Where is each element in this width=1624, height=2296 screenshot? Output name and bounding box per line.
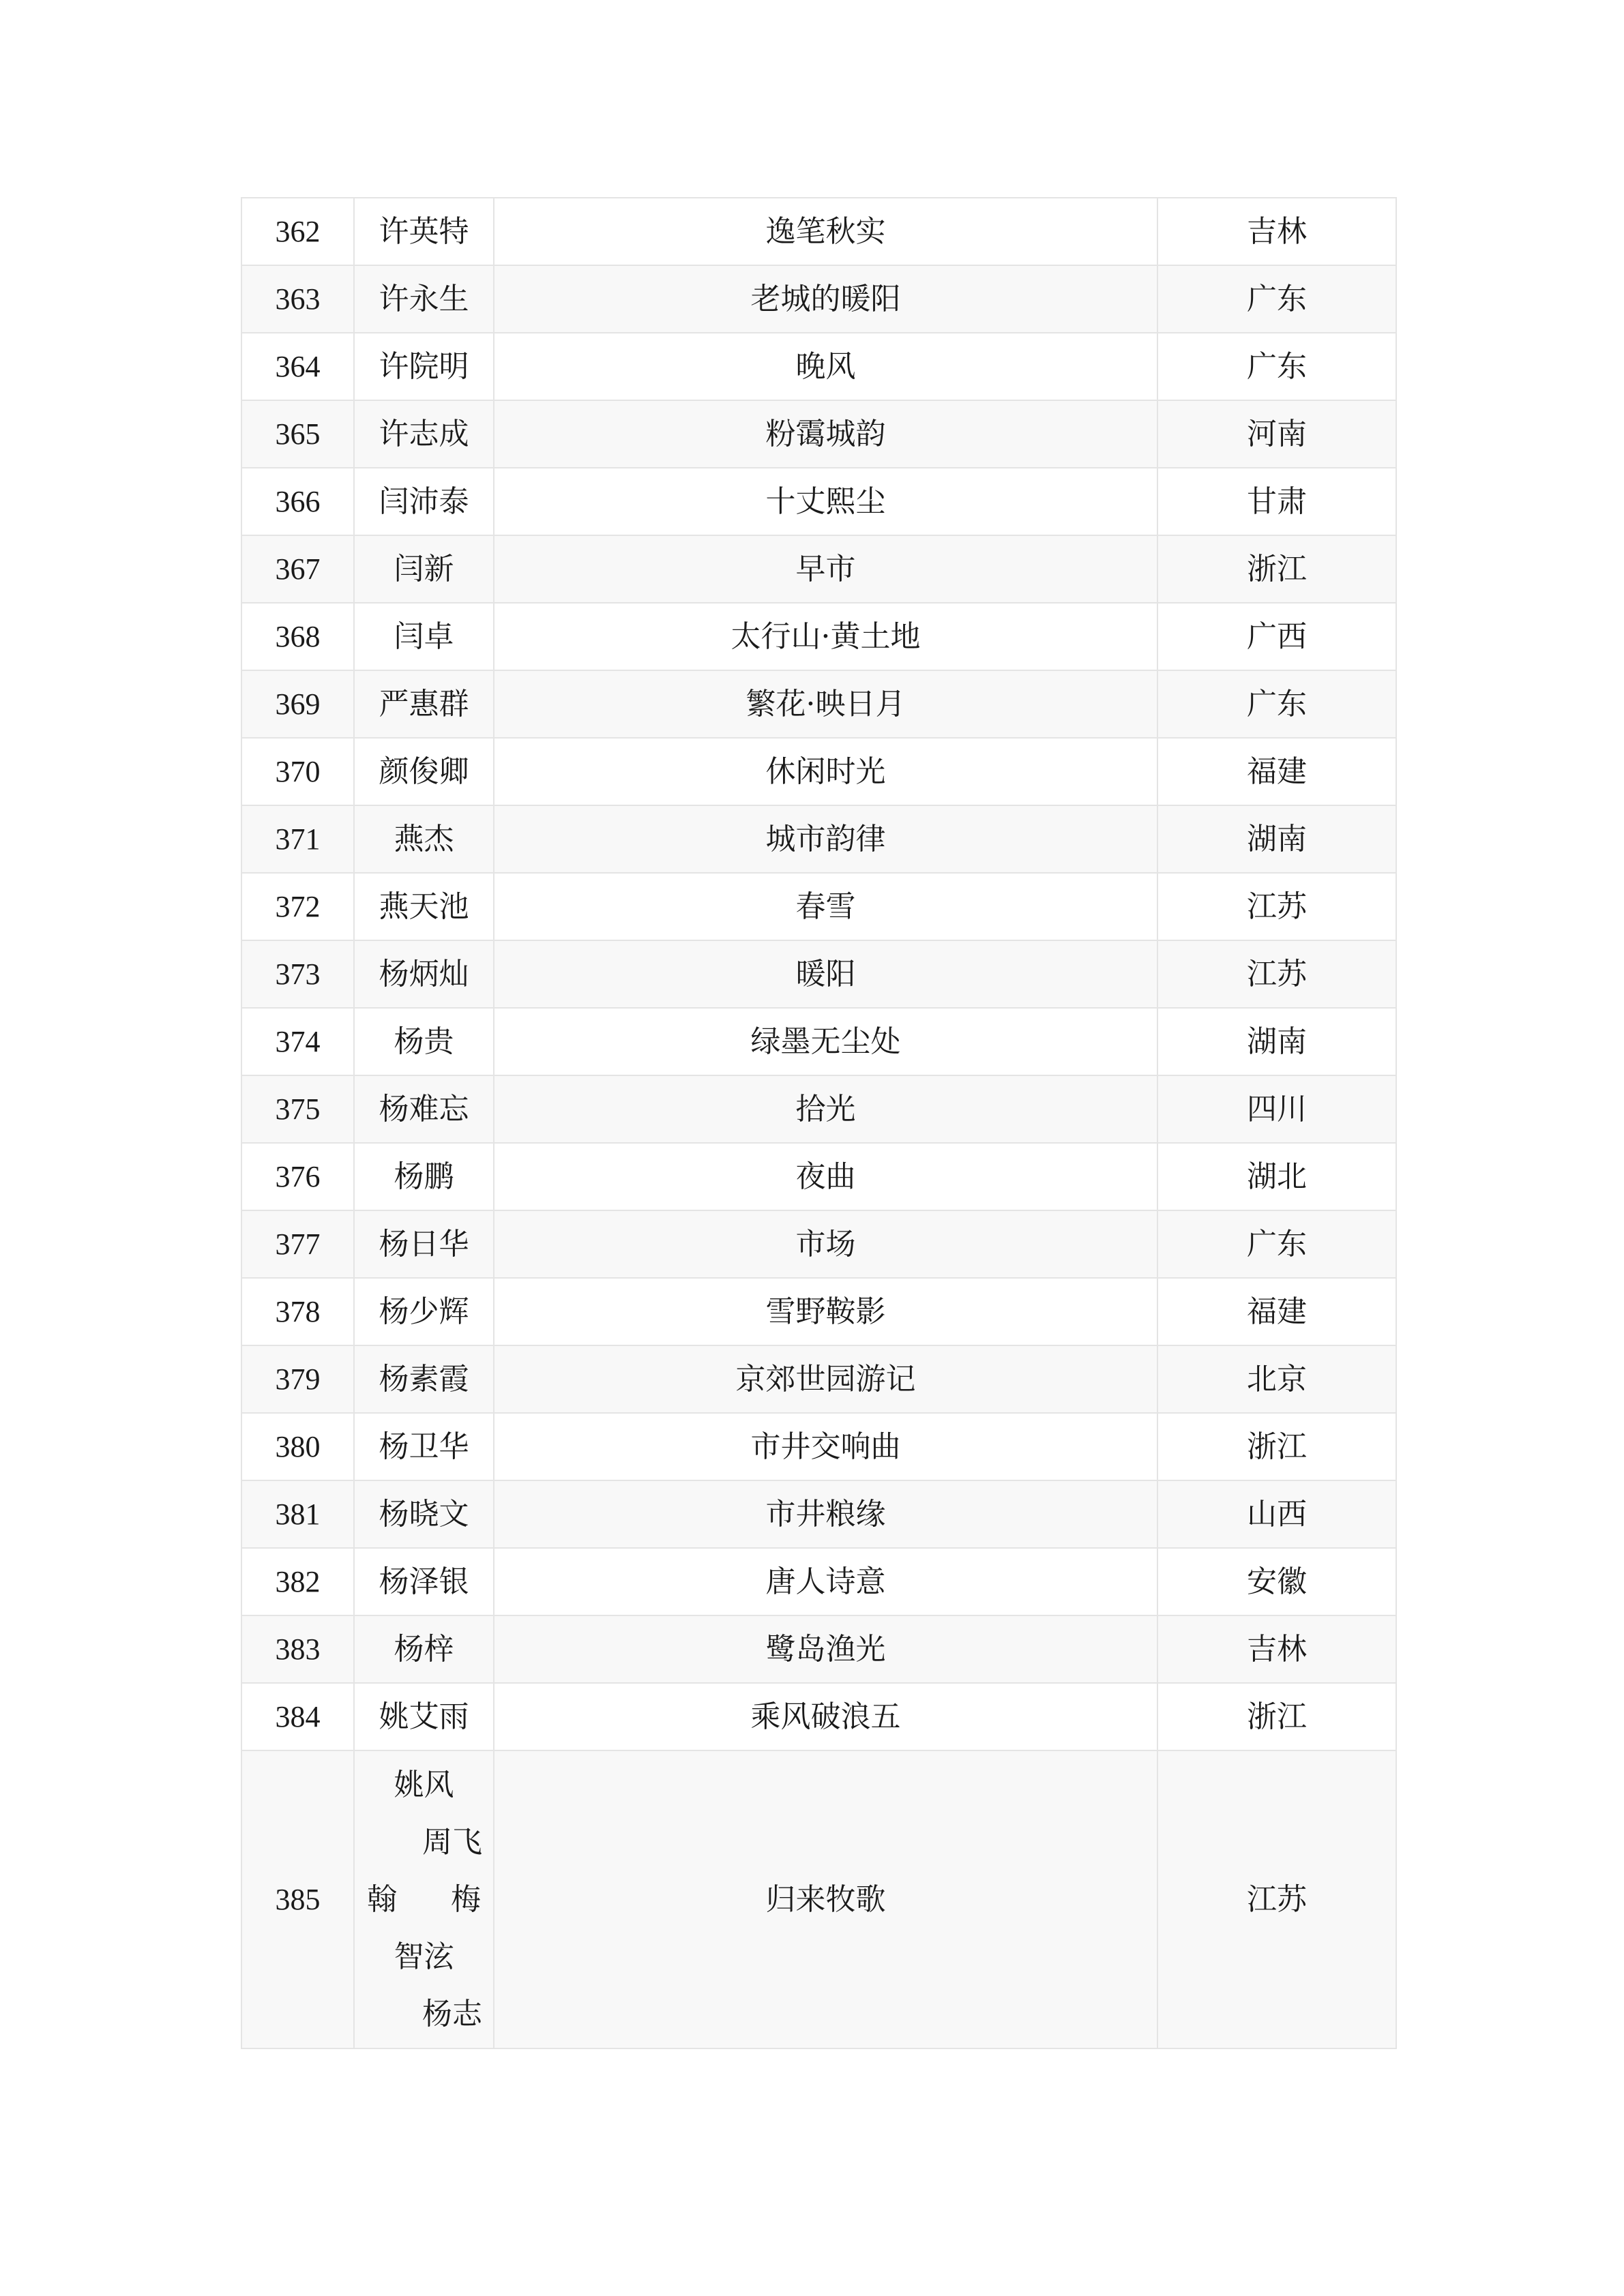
entry-author: 颜俊卿	[354, 738, 494, 805]
entry-author: 杨晓文	[354, 1480, 494, 1548]
author-name: 翰 梅	[367, 1881, 481, 1917]
entry-author: 许英特	[354, 198, 494, 265]
entry-province: 广东	[1157, 333, 1396, 400]
entry-title: 晚风	[494, 333, 1157, 400]
entry-province: 广东	[1157, 265, 1396, 333]
entry-author: 许志成	[354, 400, 494, 468]
entry-number: 370	[241, 738, 354, 805]
entry-province: 浙江	[1157, 1413, 1396, 1480]
entry-title: 唐人诗意	[494, 1548, 1157, 1615]
entry-title: 春雪	[494, 873, 1157, 940]
entry-authors	[354, 1750, 494, 2048]
author-name: 周飞	[422, 1824, 482, 1860]
table-row	[241, 805, 1396, 873]
author-list	[355, 1757, 493, 2043]
entry-number: 376	[241, 1143, 354, 1210]
entry-title: 市井粮缘	[494, 1480, 1157, 1548]
entry-province: 福建	[1157, 738, 1396, 805]
entry-author: 姚艾雨	[354, 1683, 494, 1750]
table-row	[241, 1075, 1396, 1143]
table-row	[241, 670, 1396, 738]
entry-province: 北京	[1157, 1345, 1396, 1413]
entry-province: 安徽	[1157, 1548, 1396, 1615]
entry-title: 市井交响曲	[494, 1413, 1157, 1480]
entry-number: 364	[241, 333, 354, 400]
entry-number: 382	[241, 1548, 354, 1615]
entry-province: 四川	[1157, 1075, 1396, 1143]
entry-title: 绿墨无尘处	[494, 1008, 1157, 1075]
entry-number: 365	[241, 400, 354, 468]
entry-author: 杨贵	[354, 1008, 494, 1075]
entry-province: 吉林	[1157, 1615, 1396, 1683]
table-row	[241, 198, 1396, 265]
table-row	[241, 333, 1396, 400]
entry-number: 378	[241, 1278, 354, 1345]
table-row	[241, 468, 1396, 535]
entry-author: 闫新	[354, 535, 494, 603]
entry-province: 江苏	[1157, 873, 1396, 940]
entry-table-body	[241, 198, 1396, 1750]
entry-number: 380	[241, 1413, 354, 1480]
entry-title: 老城的暖阳	[494, 265, 1157, 333]
entry-title: 暖阳	[494, 940, 1157, 1008]
entry-author: 杨炳灿	[354, 940, 494, 1008]
entry-title: 早市	[494, 535, 1157, 603]
table-row	[241, 1683, 1396, 1750]
entry-number: 377	[241, 1210, 354, 1278]
entry-number: 368	[241, 603, 354, 670]
entry-author: 杨梓	[354, 1615, 494, 1683]
table-row	[241, 873, 1396, 940]
entry-title: 十丈熙尘	[494, 468, 1157, 535]
table-row	[241, 1345, 1396, 1413]
table-row	[241, 1615, 1396, 1683]
entry-number: 379	[241, 1345, 354, 1413]
table-row	[241, 535, 1396, 603]
entry-author: 杨鹏	[354, 1143, 494, 1210]
entry-number: 362	[241, 198, 354, 265]
entry-number: 366	[241, 468, 354, 535]
entry-number: 372	[241, 873, 354, 940]
entry-number: 385	[241, 1750, 354, 2048]
entry-number: 383	[241, 1615, 354, 1683]
entry-province: 浙江	[1157, 1683, 1396, 1750]
table-row	[241, 1548, 1396, 1615]
entry-title: 鹭岛渔光	[494, 1615, 1157, 1683]
entry-number: 373	[241, 940, 354, 1008]
entry-author: 闫沛泰	[354, 468, 494, 535]
entry-author: 许永生	[354, 265, 494, 333]
entry-number: 369	[241, 670, 354, 738]
table-row	[241, 1210, 1396, 1278]
author-name: 杨志	[422, 1996, 482, 2031]
table-row	[241, 603, 1396, 670]
entry-province: 福建	[1157, 1278, 1396, 1345]
entry-province: 浙江	[1157, 535, 1396, 603]
entry-title: 粉霭城韵	[494, 400, 1157, 468]
author-name: 姚风	[394, 1767, 454, 1802]
table-row	[241, 1143, 1396, 1210]
entry-author: 燕天池	[354, 873, 494, 940]
entry-number: 363	[241, 265, 354, 333]
entry-province: 湖南	[1157, 805, 1396, 873]
entry-author: 杨难忘	[354, 1075, 494, 1143]
entry-number: 381	[241, 1480, 354, 1548]
entry-province: 湖北	[1157, 1143, 1396, 1210]
entry-number: 371	[241, 805, 354, 873]
entry-author: 杨少辉	[354, 1278, 494, 1345]
entry-title: 京郊世园游记	[494, 1345, 1157, 1413]
entry-number: 384	[241, 1683, 354, 1750]
entry-author: 严惠群	[354, 670, 494, 738]
entry-author: 燕杰	[354, 805, 494, 873]
entry-number: 374	[241, 1008, 354, 1075]
table-row	[241, 1750, 1396, 2048]
table-row	[241, 1413, 1396, 1480]
table-row	[241, 265, 1396, 333]
entry-number: 375	[241, 1075, 354, 1143]
entry-province: 湖南	[1157, 1008, 1396, 1075]
entry-title: 逸笔秋实	[494, 198, 1157, 265]
entry-title: 太行山·黄土地	[494, 603, 1157, 670]
entry-author: 许院明	[354, 333, 494, 400]
entry-title: 拾光	[494, 1075, 1157, 1143]
entry-author: 杨日华	[354, 1210, 494, 1278]
entry-table	[241, 197, 1397, 2049]
entry-number: 367	[241, 535, 354, 603]
table-row	[241, 940, 1396, 1008]
table-row	[241, 1278, 1396, 1345]
entry-title: 繁花·映日月	[494, 670, 1157, 738]
entry-province: 河南	[1157, 400, 1396, 468]
entry-province: 山西	[1157, 1480, 1396, 1548]
entry-title: 夜曲	[494, 1143, 1157, 1210]
entry-author: 杨素霞	[354, 1345, 494, 1413]
table-row	[241, 400, 1396, 468]
entry-title: 市场	[494, 1210, 1157, 1278]
entry-title: 休闲时光	[494, 738, 1157, 805]
author-name: 智泫	[394, 1939, 454, 1974]
entry-province: 广东	[1157, 670, 1396, 738]
table-row	[241, 738, 1396, 805]
table-row	[241, 1008, 1396, 1075]
entry-table-last-group	[241, 1750, 1396, 2048]
entry-province: 甘肃	[1157, 468, 1396, 535]
entry-author: 闫卓	[354, 603, 494, 670]
entry-author: 杨泽银	[354, 1548, 494, 1615]
entry-province: 吉林	[1157, 198, 1396, 265]
entry-title: 城市韵律	[494, 805, 1157, 873]
entry-title: 雪野鞍影	[494, 1278, 1157, 1345]
entry-title: 归来牧歌	[494, 1750, 1157, 2048]
entry-province: 广东	[1157, 1210, 1396, 1278]
entry-province: 广西	[1157, 603, 1396, 670]
entry-title: 乘风破浪五	[494, 1683, 1157, 1750]
entry-province: 江苏	[1157, 1750, 1396, 2048]
table-row	[241, 1480, 1396, 1548]
entry-author: 杨卫华	[354, 1413, 494, 1480]
entry-province: 江苏	[1157, 940, 1396, 1008]
